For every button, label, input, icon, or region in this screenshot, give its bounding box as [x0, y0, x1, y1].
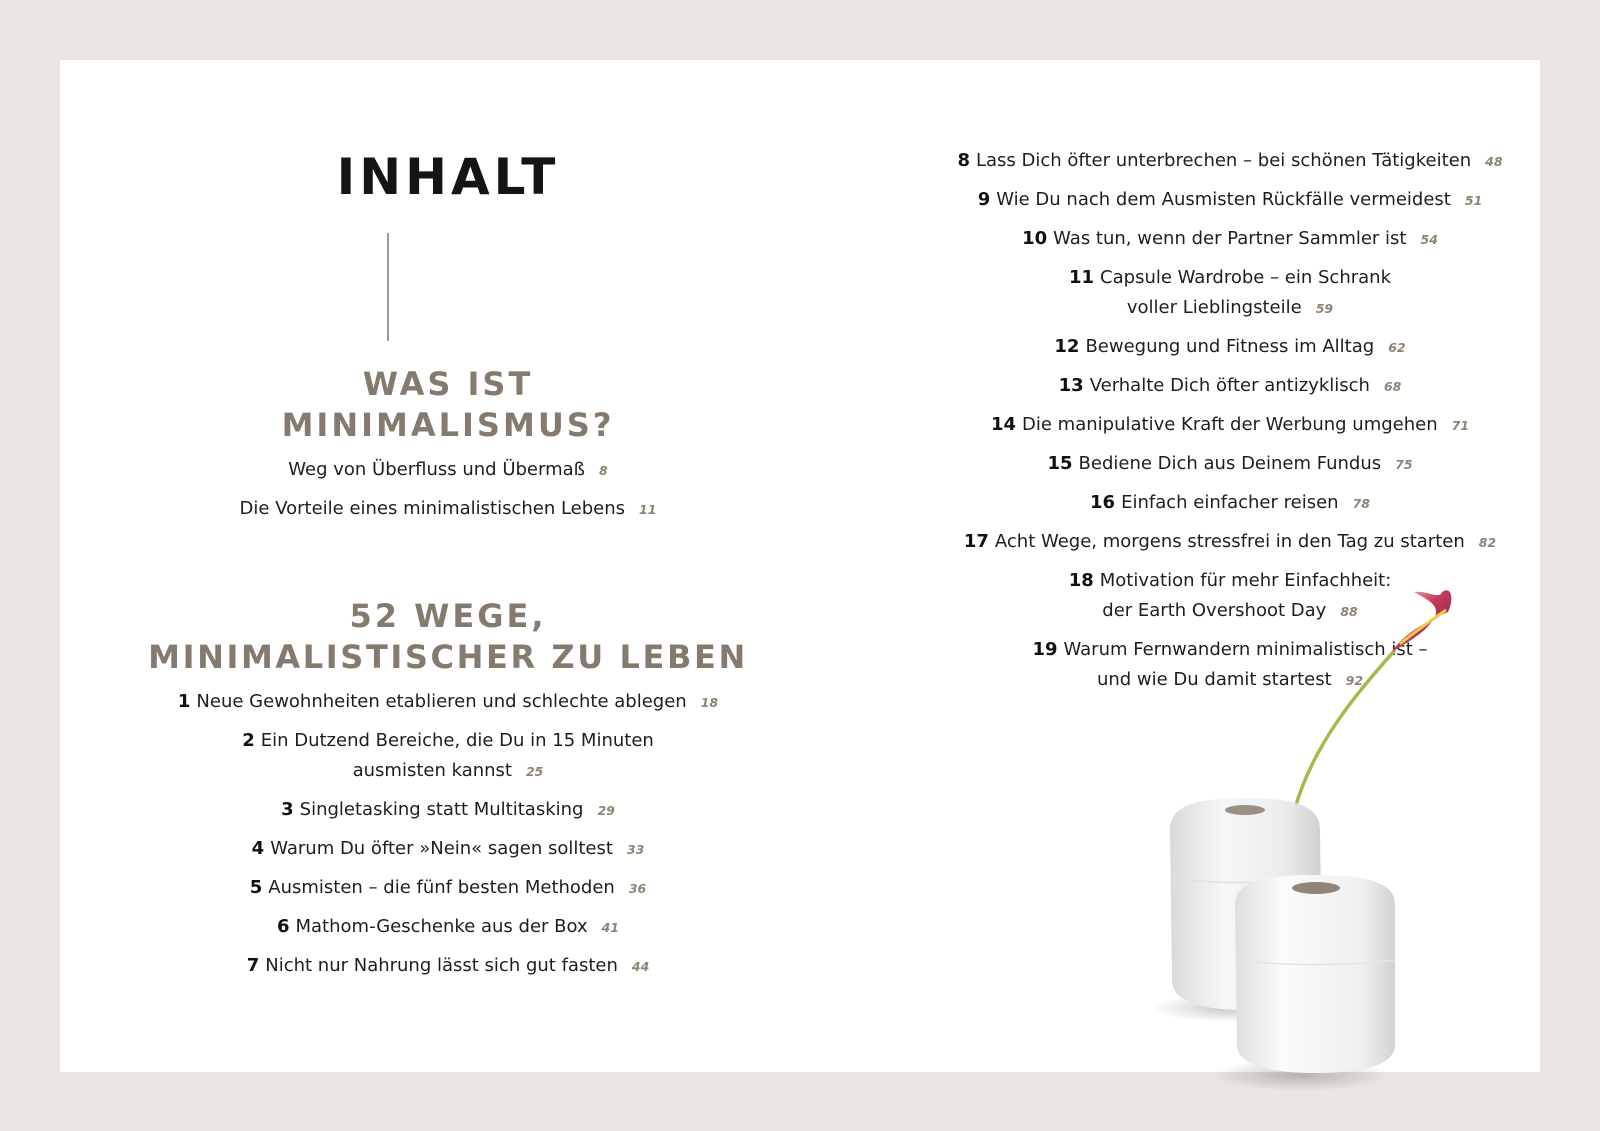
toc-entry-page: 75	[1395, 457, 1413, 472]
toc-entry-page: 41	[601, 920, 620, 935]
toc-entry-title: Verhalte Dich öfter antizyklisch	[1089, 375, 1370, 396]
toc-entry[interactable]	[920, 263, 1540, 324]
toc-entry-page: 62	[1388, 340, 1406, 355]
section-heading-line: MINIMALISMUS?	[281, 406, 615, 444]
toc-entry[interactable]	[60, 494, 836, 525]
toc-entry-number: 10	[1022, 228, 1048, 249]
toc-entry-number: 17	[963, 531, 989, 552]
toc-entry[interactable]	[60, 912, 836, 943]
toc-entry-page: 88	[1340, 604, 1358, 619]
toc-entry-title-line2: voller Lieblingsteile	[1126, 297, 1302, 318]
toc-entry[interactable]	[60, 951, 836, 982]
toc-entry-page: 29	[597, 803, 615, 818]
toc-entry-title: Was tun, wenn der Partner Sammler ist	[1053, 228, 1407, 249]
toc-entry-number: 4	[251, 838, 265, 859]
toc-entry-page: 78	[1352, 496, 1370, 511]
section-heading-52-wege	[60, 596, 836, 678]
toc-entry[interactable]	[60, 455, 836, 486]
toc-entry-page: 25	[525, 764, 544, 779]
page-title: INHALT	[336, 148, 560, 206]
toc-entry-number: 7	[246, 955, 260, 976]
toc-entry-page: 68	[1383, 379, 1402, 394]
toc-entry[interactable]	[920, 488, 1540, 519]
toc-entry-number: 12	[1054, 336, 1080, 357]
short-vase	[1235, 875, 1395, 1073]
toc-entry-title: Die Vorteile eines minimalistischen Lebens	[239, 498, 626, 519]
toc-entry-number: 13	[1058, 375, 1084, 396]
toc-entry-number: 2	[242, 730, 255, 751]
toc-entry-title: Ausmisten – die fünf besten Methoden	[268, 877, 615, 898]
toc-entry-title: Warum Fernwandern minimalistisch ist –	[1063, 639, 1428, 660]
toc-entry-title: Warum Du öfter »Nein« sagen solltest	[270, 838, 613, 859]
toc-entry-number: 6	[276, 916, 290, 937]
toc-entry-number: 15	[1047, 453, 1073, 474]
toc-entry-title: Capsule Wardrobe – ein Schrank	[1100, 267, 1391, 288]
toc-entry-page: 18	[700, 695, 719, 710]
toc-entry-page: 8	[598, 463, 608, 478]
lily-stem	[1295, 650, 1395, 808]
toc-entry-title-line2: ausmisten kannst	[352, 760, 512, 781]
toc-entry-page: 92	[1345, 673, 1364, 688]
toc-entry-page: 54	[1420, 232, 1438, 247]
toc-entry-page: 36	[628, 881, 647, 896]
calla-flower	[1392, 590, 1451, 652]
toc-entry-title: Mathom-Geschenke aus der Box	[295, 916, 588, 937]
toc-entry[interactable]	[60, 873, 836, 904]
toc-entry-title: Bewegung und Fitness im Alltag	[1085, 336, 1375, 357]
section-heading-line: 52 WEGE,	[349, 597, 547, 635]
toc-entry-number: 1	[177, 691, 191, 712]
toc-entry-title: Singletasking statt Multitasking	[299, 799, 584, 820]
toc-entry-number: 9	[977, 189, 991, 210]
toc-entry-title: Ein Dutzend Bereiche, die Du in 15 Minuten	[260, 730, 654, 751]
toc-entry-title: Nicht nur Nahrung lässt sich gut fasten	[265, 955, 618, 976]
toc-entry-title: Lass Dich öfter unterbrechen – bei schönen Tätigkeiten	[975, 150, 1472, 171]
toc-entry[interactable]	[60, 687, 836, 718]
toc-entry-title-line2: der Earth Overshoot Day	[1102, 600, 1327, 621]
toc-entry-page: 71	[1451, 418, 1470, 433]
toc-entry-number: 3	[281, 799, 294, 820]
toc-entry[interactable]	[60, 834, 836, 865]
toc-entry-number: 18	[1068, 570, 1094, 591]
toc-entry-number: 5	[249, 877, 263, 898]
toc-entry-title-line2: und wie Du damit startest	[1096, 669, 1332, 690]
toc-entry-title: Die manipulative Kraft der Werbung umgehen	[1022, 414, 1438, 435]
toc-entry-number: 14	[990, 414, 1017, 435]
toc-entry[interactable]	[60, 726, 836, 787]
toc-entry-title: Neue Gewohnheiten etablieren und schlechte ablegen	[196, 691, 687, 712]
toc-entry[interactable]	[920, 371, 1540, 402]
toc-entry[interactable]	[920, 332, 1540, 363]
toc-entry-number: 16	[1090, 492, 1116, 513]
toc-entry[interactable]	[920, 146, 1540, 177]
section-heading-minimalismus	[60, 364, 836, 446]
section-heading-line: MINIMALISTISCHER ZU LEBEN	[148, 638, 748, 676]
toc-list-wege	[60, 687, 836, 990]
toc-entry-number: 19	[1032, 639, 1058, 660]
vertical-divider	[387, 233, 389, 341]
toc-entry-number: 8	[957, 150, 970, 171]
toc-entry-page: 59	[1315, 301, 1334, 316]
left-page	[60, 60, 836, 1072]
calla-lily-vases-illustration	[1130, 540, 1500, 1100]
toc-entry-title: Motivation für mehr Einfachheit:	[1099, 570, 1392, 591]
toc-entry-page: 82	[1478, 535, 1497, 550]
toc-entry[interactable]	[60, 795, 836, 826]
toc-entry[interactable]	[920, 410, 1540, 441]
toc-entry-title: Einfach einfacher reisen	[1121, 492, 1339, 513]
toc-entry-page: 51	[1464, 193, 1483, 208]
toc-entry[interactable]	[920, 224, 1540, 255]
toc-list-intro	[60, 455, 836, 533]
toc-entry-page: 48	[1485, 154, 1503, 169]
toc-entry-page: 33	[626, 842, 645, 857]
toc-entry[interactable]	[920, 185, 1540, 216]
toc-entry-title: Wie Du nach dem Ausmisten Rückfälle vermeidest	[996, 189, 1451, 210]
toc-entry-number: 11	[1068, 267, 1095, 288]
toc-entry[interactable]	[920, 449, 1540, 480]
toc-entry-title: Acht Wege, morgens stressfrei in den Tag zu starten	[994, 531, 1465, 552]
section-heading-line: WAS IST	[362, 365, 534, 403]
toc-entry-title: Weg von Überfluss und Übermaß	[288, 459, 585, 480]
toc-entry-title: Bediene Dich aus Deinem Fundus	[1078, 453, 1382, 474]
toc-entry-page: 11	[639, 502, 657, 517]
toc-entry-page: 44	[631, 959, 650, 974]
